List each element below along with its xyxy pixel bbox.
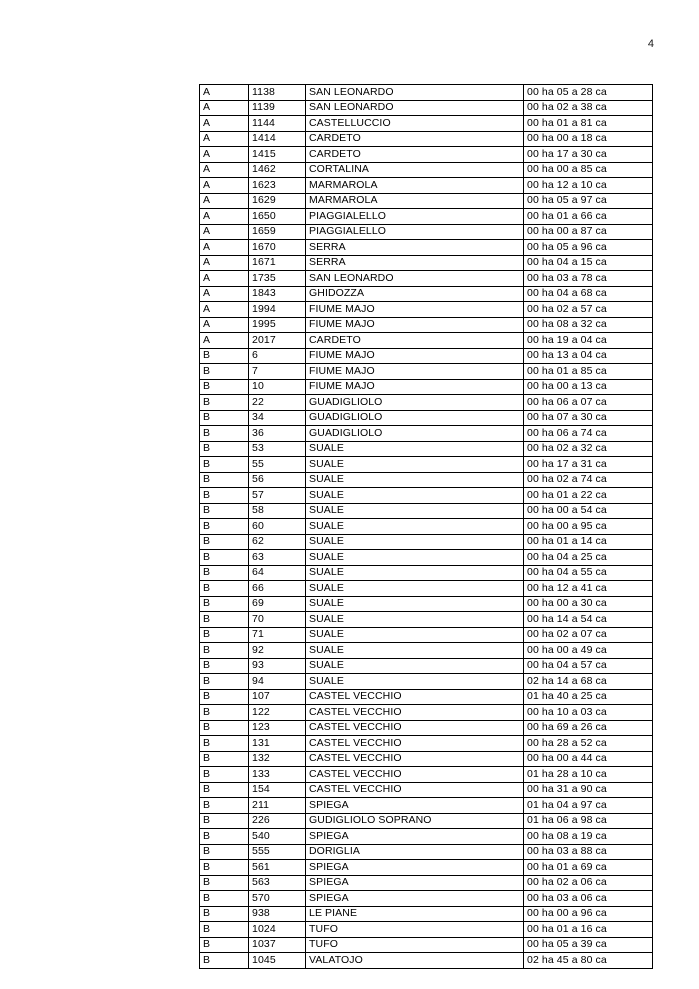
cell-name: SUALE bbox=[306, 612, 524, 628]
cell-area: 00 ha 05 a 39 ca bbox=[524, 937, 653, 953]
table-row bbox=[200, 100, 653, 116]
cell-sheet: A bbox=[200, 302, 249, 318]
table-row bbox=[200, 891, 653, 907]
cell-parcel: 563 bbox=[249, 875, 306, 891]
cell-area: 01 ha 40 a 25 ca bbox=[524, 689, 653, 705]
cell-sheet: B bbox=[200, 627, 249, 643]
cell-name: CASTEL VECCHIO bbox=[306, 782, 524, 798]
cell-parcel: 122 bbox=[249, 705, 306, 721]
table-row bbox=[200, 317, 653, 333]
cell-area: 00 ha 01 a 16 ca bbox=[524, 922, 653, 938]
cell-area: 00 ha 00 a 18 ca bbox=[524, 131, 653, 147]
cell-name: PIAGGIALELLO bbox=[306, 209, 524, 225]
cell-parcel: 1650 bbox=[249, 209, 306, 225]
cell-area: 00 ha 19 a 04 ca bbox=[524, 333, 653, 349]
cell-area: 00 ha 01 a 66 ca bbox=[524, 209, 653, 225]
cell-area: 00 ha 04 a 68 ca bbox=[524, 286, 653, 302]
cell-name: FIUME MAJO bbox=[306, 302, 524, 318]
cell-sheet: B bbox=[200, 658, 249, 674]
cell-parcel: 7 bbox=[249, 364, 306, 380]
cell-parcel: 1045 bbox=[249, 953, 306, 969]
cell-name: GUADIGLIOLO bbox=[306, 410, 524, 426]
cell-name: CASTEL VECCHIO bbox=[306, 751, 524, 767]
table-row bbox=[200, 255, 653, 271]
cell-parcel: 1139 bbox=[249, 100, 306, 116]
cell-name: SUALE bbox=[306, 674, 524, 690]
table-row bbox=[200, 565, 653, 581]
table-row bbox=[200, 612, 653, 628]
cell-name: SPIEGA bbox=[306, 875, 524, 891]
cell-name: SAN LEONARDO bbox=[306, 100, 524, 116]
cell-name: SUALE bbox=[306, 534, 524, 550]
cell-parcel: 36 bbox=[249, 426, 306, 442]
table-row bbox=[200, 751, 653, 767]
cell-sheet: B bbox=[200, 875, 249, 891]
cell-name: VALATOJO bbox=[306, 953, 524, 969]
parcel-table-container bbox=[199, 84, 652, 969]
cell-sheet: B bbox=[200, 953, 249, 969]
cell-name: CASTEL VECCHIO bbox=[306, 736, 524, 752]
cell-name: SPIEGA bbox=[306, 860, 524, 876]
cell-sheet: B bbox=[200, 395, 249, 411]
cell-area: 00 ha 00 a 85 ca bbox=[524, 162, 653, 178]
cell-area: 00 ha 17 a 31 ca bbox=[524, 457, 653, 473]
cell-sheet: B bbox=[200, 612, 249, 628]
cell-sheet: A bbox=[200, 224, 249, 240]
cell-parcel: 1995 bbox=[249, 317, 306, 333]
cell-name: CARDETO bbox=[306, 333, 524, 349]
cell-sheet: A bbox=[200, 271, 249, 287]
cell-sheet: B bbox=[200, 782, 249, 798]
cell-parcel: 1462 bbox=[249, 162, 306, 178]
table-row bbox=[200, 922, 653, 938]
table-row bbox=[200, 519, 653, 535]
cell-area: 00 ha 01 a 85 ca bbox=[524, 364, 653, 380]
cell-parcel: 93 bbox=[249, 658, 306, 674]
table-row bbox=[200, 193, 653, 209]
cell-parcel: 1994 bbox=[249, 302, 306, 318]
cell-sheet: B bbox=[200, 906, 249, 922]
table-row bbox=[200, 410, 653, 426]
cell-parcel: 1415 bbox=[249, 147, 306, 163]
cell-sheet: B bbox=[200, 379, 249, 395]
cell-sheet: B bbox=[200, 503, 249, 519]
cell-parcel: 22 bbox=[249, 395, 306, 411]
cell-name: TUFO bbox=[306, 937, 524, 953]
cell-name: GHIDOZZA bbox=[306, 286, 524, 302]
cell-parcel: 1843 bbox=[249, 286, 306, 302]
cell-parcel: 132 bbox=[249, 751, 306, 767]
cell-sheet: B bbox=[200, 674, 249, 690]
cell-parcel: 6 bbox=[249, 348, 306, 364]
table-row bbox=[200, 658, 653, 674]
cell-area: 00 ha 14 a 54 ca bbox=[524, 612, 653, 628]
table-row bbox=[200, 674, 653, 690]
cell-area: 00 ha 13 a 04 ca bbox=[524, 348, 653, 364]
cell-area: 02 ha 14 a 68 ca bbox=[524, 674, 653, 690]
cell-area: 00 ha 08 a 32 ca bbox=[524, 317, 653, 333]
cell-area: 00 ha 02 a 38 ca bbox=[524, 100, 653, 116]
cell-parcel: 94 bbox=[249, 674, 306, 690]
table-row bbox=[200, 844, 653, 860]
cell-area: 01 ha 04 a 97 ca bbox=[524, 798, 653, 814]
cell-name: FIUME MAJO bbox=[306, 364, 524, 380]
cell-parcel: 1138 bbox=[249, 85, 306, 101]
cell-area: 00 ha 02 a 06 ca bbox=[524, 875, 653, 891]
cell-parcel: 123 bbox=[249, 720, 306, 736]
cell-sheet: B bbox=[200, 457, 249, 473]
table-row bbox=[200, 689, 653, 705]
cell-sheet: B bbox=[200, 364, 249, 380]
cell-name: CORTALINA bbox=[306, 162, 524, 178]
page-number: 4 bbox=[647, 38, 654, 50]
cell-parcel: 64 bbox=[249, 565, 306, 581]
cell-sheet: B bbox=[200, 689, 249, 705]
table-row bbox=[200, 720, 653, 736]
cell-parcel: 63 bbox=[249, 550, 306, 566]
cell-sheet: A bbox=[200, 162, 249, 178]
cell-name: MARMAROLA bbox=[306, 193, 524, 209]
cell-name: SUALE bbox=[306, 565, 524, 581]
cell-parcel: 1670 bbox=[249, 240, 306, 256]
cell-sheet: B bbox=[200, 829, 249, 845]
cell-area: 00 ha 00 a 54 ca bbox=[524, 503, 653, 519]
table-row bbox=[200, 596, 653, 612]
table-row bbox=[200, 581, 653, 597]
table-row bbox=[200, 767, 653, 783]
cell-sheet: A bbox=[200, 178, 249, 194]
table-row bbox=[200, 705, 653, 721]
cell-parcel: 62 bbox=[249, 534, 306, 550]
cell-name: SERRA bbox=[306, 240, 524, 256]
cell-parcel: 131 bbox=[249, 736, 306, 752]
cell-area: 00 ha 00 a 13 ca bbox=[524, 379, 653, 395]
cell-area: 00 ha 28 a 52 ca bbox=[524, 736, 653, 752]
cell-area: 00 ha 02 a 07 ca bbox=[524, 627, 653, 643]
table-row bbox=[200, 395, 653, 411]
cell-name: LE PIANE bbox=[306, 906, 524, 922]
cell-sheet: B bbox=[200, 441, 249, 457]
cell-parcel: 1024 bbox=[249, 922, 306, 938]
cell-parcel: 57 bbox=[249, 488, 306, 504]
cell-area: 02 ha 45 a 80 ca bbox=[524, 953, 653, 969]
table-row bbox=[200, 488, 653, 504]
cell-parcel: 1144 bbox=[249, 116, 306, 132]
cell-sheet: A bbox=[200, 255, 249, 271]
cell-name: GUADIGLIOLO bbox=[306, 395, 524, 411]
cell-sheet: B bbox=[200, 922, 249, 938]
cell-sheet: B bbox=[200, 519, 249, 535]
cell-name: SUALE bbox=[306, 658, 524, 674]
table-row bbox=[200, 131, 653, 147]
table-row bbox=[200, 224, 653, 240]
table-row bbox=[200, 798, 653, 814]
cell-area: 00 ha 01 a 22 ca bbox=[524, 488, 653, 504]
cell-parcel: 34 bbox=[249, 410, 306, 426]
cell-parcel: 1037 bbox=[249, 937, 306, 953]
table-row bbox=[200, 348, 653, 364]
cell-area: 01 ha 28 a 10 ca bbox=[524, 767, 653, 783]
cell-name: SUALE bbox=[306, 643, 524, 659]
table-row bbox=[200, 472, 653, 488]
cell-parcel: 1659 bbox=[249, 224, 306, 240]
cell-area: 00 ha 02 a 74 ca bbox=[524, 472, 653, 488]
cell-area: 00 ha 17 a 30 ca bbox=[524, 147, 653, 163]
table-row bbox=[200, 937, 653, 953]
table-row bbox=[200, 116, 653, 132]
cell-name: SAN LEONARDO bbox=[306, 271, 524, 287]
table-row bbox=[200, 209, 653, 225]
cell-sheet: B bbox=[200, 581, 249, 597]
cell-name: SAN LEONARDO bbox=[306, 85, 524, 101]
table-row bbox=[200, 333, 653, 349]
table-row bbox=[200, 147, 653, 163]
cell-area: 00 ha 00 a 44 ca bbox=[524, 751, 653, 767]
cell-sheet: A bbox=[200, 209, 249, 225]
cell-sheet: A bbox=[200, 116, 249, 132]
cell-sheet: B bbox=[200, 426, 249, 442]
table-row bbox=[200, 906, 653, 922]
table-row bbox=[200, 782, 653, 798]
cell-sheet: B bbox=[200, 410, 249, 426]
cell-name: SUALE bbox=[306, 581, 524, 597]
cell-parcel: 154 bbox=[249, 782, 306, 798]
cell-name: SUALE bbox=[306, 441, 524, 457]
cell-area: 00 ha 10 a 03 ca bbox=[524, 705, 653, 721]
table-row bbox=[200, 643, 653, 659]
cell-sheet: A bbox=[200, 100, 249, 116]
cell-name: SUALE bbox=[306, 519, 524, 535]
cell-area: 00 ha 01 a 69 ca bbox=[524, 860, 653, 876]
table-row bbox=[200, 178, 653, 194]
cell-sheet: B bbox=[200, 565, 249, 581]
parcel-table bbox=[199, 84, 653, 969]
cell-parcel: 555 bbox=[249, 844, 306, 860]
table-row bbox=[200, 550, 653, 566]
cell-parcel: 1671 bbox=[249, 255, 306, 271]
cell-name: SUALE bbox=[306, 472, 524, 488]
cell-area: 00 ha 06 a 74 ca bbox=[524, 426, 653, 442]
table-row bbox=[200, 85, 653, 101]
cell-name: SUALE bbox=[306, 550, 524, 566]
cell-name: CASTELLUCCIO bbox=[306, 116, 524, 132]
cell-sheet: A bbox=[200, 240, 249, 256]
cell-parcel: 2017 bbox=[249, 333, 306, 349]
cell-sheet: B bbox=[200, 844, 249, 860]
cell-sheet: A bbox=[200, 85, 249, 101]
cell-parcel: 570 bbox=[249, 891, 306, 907]
cell-area: 00 ha 12 a 10 ca bbox=[524, 178, 653, 194]
cell-area: 01 ha 06 a 98 ca bbox=[524, 813, 653, 829]
cell-name: CASTEL VECCHIO bbox=[306, 720, 524, 736]
table-row bbox=[200, 441, 653, 457]
cell-parcel: 58 bbox=[249, 503, 306, 519]
cell-parcel: 1629 bbox=[249, 193, 306, 209]
cell-sheet: A bbox=[200, 286, 249, 302]
cell-area: 00 ha 00 a 49 ca bbox=[524, 643, 653, 659]
cell-sheet: A bbox=[200, 333, 249, 349]
cell-name: SUALE bbox=[306, 596, 524, 612]
table-row bbox=[200, 953, 653, 969]
cell-sheet: B bbox=[200, 860, 249, 876]
cell-area: 00 ha 03 a 78 ca bbox=[524, 271, 653, 287]
cell-sheet: B bbox=[200, 596, 249, 612]
table-row bbox=[200, 875, 653, 891]
cell-sheet: B bbox=[200, 891, 249, 907]
cell-area: 00 ha 01 a 14 ca bbox=[524, 534, 653, 550]
cell-parcel: 70 bbox=[249, 612, 306, 628]
cell-area: 00 ha 04 a 57 ca bbox=[524, 658, 653, 674]
cell-parcel: 71 bbox=[249, 627, 306, 643]
cell-name: SUALE bbox=[306, 503, 524, 519]
cell-name: CASTEL VECCHIO bbox=[306, 767, 524, 783]
cell-name: GUDIGLIOLO SOPRANO bbox=[306, 813, 524, 829]
cell-name: CARDETO bbox=[306, 131, 524, 147]
cell-name: SPIEGA bbox=[306, 798, 524, 814]
cell-sheet: B bbox=[200, 751, 249, 767]
cell-area: 00 ha 04 a 25 ca bbox=[524, 550, 653, 566]
cell-area: 00 ha 01 a 81 ca bbox=[524, 116, 653, 132]
cell-parcel: 133 bbox=[249, 767, 306, 783]
cell-area: 00 ha 07 a 30 ca bbox=[524, 410, 653, 426]
table-row bbox=[200, 302, 653, 318]
cell-area: 00 ha 04 a 55 ca bbox=[524, 565, 653, 581]
cell-parcel: 540 bbox=[249, 829, 306, 845]
cell-sheet: B bbox=[200, 767, 249, 783]
cell-name: SUALE bbox=[306, 488, 524, 504]
cell-area: 00 ha 06 a 07 ca bbox=[524, 395, 653, 411]
cell-area: 00 ha 00 a 30 ca bbox=[524, 596, 653, 612]
table-row bbox=[200, 829, 653, 845]
cell-sheet: B bbox=[200, 813, 249, 829]
cell-name: SPIEGA bbox=[306, 891, 524, 907]
table-row bbox=[200, 813, 653, 829]
cell-area: 00 ha 05 a 28 ca bbox=[524, 85, 653, 101]
cell-name: DORIGLIA bbox=[306, 844, 524, 860]
cell-parcel: 211 bbox=[249, 798, 306, 814]
cell-area: 00 ha 12 a 41 ca bbox=[524, 581, 653, 597]
cell-parcel: 561 bbox=[249, 860, 306, 876]
cell-sheet: B bbox=[200, 937, 249, 953]
cell-area: 00 ha 00 a 87 ca bbox=[524, 224, 653, 240]
cell-sheet: B bbox=[200, 798, 249, 814]
cell-sheet: A bbox=[200, 147, 249, 163]
cell-parcel: 107 bbox=[249, 689, 306, 705]
cell-area: 00 ha 03 a 88 ca bbox=[524, 844, 653, 860]
cell-area: 00 ha 00 a 95 ca bbox=[524, 519, 653, 535]
cell-parcel: 55 bbox=[249, 457, 306, 473]
table-row bbox=[200, 162, 653, 178]
cell-sheet: B bbox=[200, 736, 249, 752]
cell-name: FIUME MAJO bbox=[306, 348, 524, 364]
cell-sheet: A bbox=[200, 131, 249, 147]
cell-name: FIUME MAJO bbox=[306, 317, 524, 333]
table-row bbox=[200, 736, 653, 752]
cell-parcel: 938 bbox=[249, 906, 306, 922]
cell-name: GUADIGLIOLO bbox=[306, 426, 524, 442]
cell-area: 00 ha 00 a 96 ca bbox=[524, 906, 653, 922]
cell-sheet: A bbox=[200, 317, 249, 333]
cell-sheet: B bbox=[200, 643, 249, 659]
cell-name: SERRA bbox=[306, 255, 524, 271]
cell-area: 00 ha 69 a 26 ca bbox=[524, 720, 653, 736]
cell-name: MARMAROLA bbox=[306, 178, 524, 194]
cell-parcel: 60 bbox=[249, 519, 306, 535]
cell-sheet: B bbox=[200, 550, 249, 566]
cell-parcel: 1414 bbox=[249, 131, 306, 147]
cell-parcel: 92 bbox=[249, 643, 306, 659]
cell-area: 00 ha 05 a 96 ca bbox=[524, 240, 653, 256]
cell-name: PIAGGIALELLO bbox=[306, 224, 524, 240]
cell-parcel: 1735 bbox=[249, 271, 306, 287]
cell-area: 00 ha 31 a 90 ca bbox=[524, 782, 653, 798]
cell-name: FIUME MAJO bbox=[306, 379, 524, 395]
cell-parcel: 10 bbox=[249, 379, 306, 395]
parcel-table-body bbox=[200, 85, 653, 969]
cell-sheet: B bbox=[200, 720, 249, 736]
cell-sheet: B bbox=[200, 488, 249, 504]
table-row bbox=[200, 534, 653, 550]
cell-parcel: 66 bbox=[249, 581, 306, 597]
table-row bbox=[200, 240, 653, 256]
cell-sheet: B bbox=[200, 472, 249, 488]
cell-parcel: 56 bbox=[249, 472, 306, 488]
table-row bbox=[200, 627, 653, 643]
table-row bbox=[200, 364, 653, 380]
table-row bbox=[200, 503, 653, 519]
cell-name: SPIEGA bbox=[306, 829, 524, 845]
cell-parcel: 53 bbox=[249, 441, 306, 457]
cell-area: 00 ha 08 a 19 ca bbox=[524, 829, 653, 845]
cell-sheet: B bbox=[200, 705, 249, 721]
table-row bbox=[200, 379, 653, 395]
cell-sheet: B bbox=[200, 348, 249, 364]
cell-name: CASTEL VECCHIO bbox=[306, 689, 524, 705]
cell-area: 00 ha 02 a 32 ca bbox=[524, 441, 653, 457]
cell-name: CASTEL VECCHIO bbox=[306, 705, 524, 721]
cell-area: 00 ha 02 a 57 ca bbox=[524, 302, 653, 318]
table-row bbox=[200, 457, 653, 473]
cell-name: TUFO bbox=[306, 922, 524, 938]
cell-sheet: A bbox=[200, 193, 249, 209]
cell-parcel: 69 bbox=[249, 596, 306, 612]
cell-sheet: B bbox=[200, 534, 249, 550]
cell-name: CARDETO bbox=[306, 147, 524, 163]
cell-name: SUALE bbox=[306, 457, 524, 473]
cell-area: 00 ha 04 a 15 ca bbox=[524, 255, 653, 271]
cell-area: 00 ha 05 a 97 ca bbox=[524, 193, 653, 209]
cell-area: 00 ha 03 a 06 ca bbox=[524, 891, 653, 907]
cell-parcel: 226 bbox=[249, 813, 306, 829]
table-row bbox=[200, 426, 653, 442]
cell-parcel: 1623 bbox=[249, 178, 306, 194]
table-row bbox=[200, 271, 653, 287]
table-row bbox=[200, 860, 653, 876]
table-row bbox=[200, 286, 653, 302]
cell-name: SUALE bbox=[306, 627, 524, 643]
